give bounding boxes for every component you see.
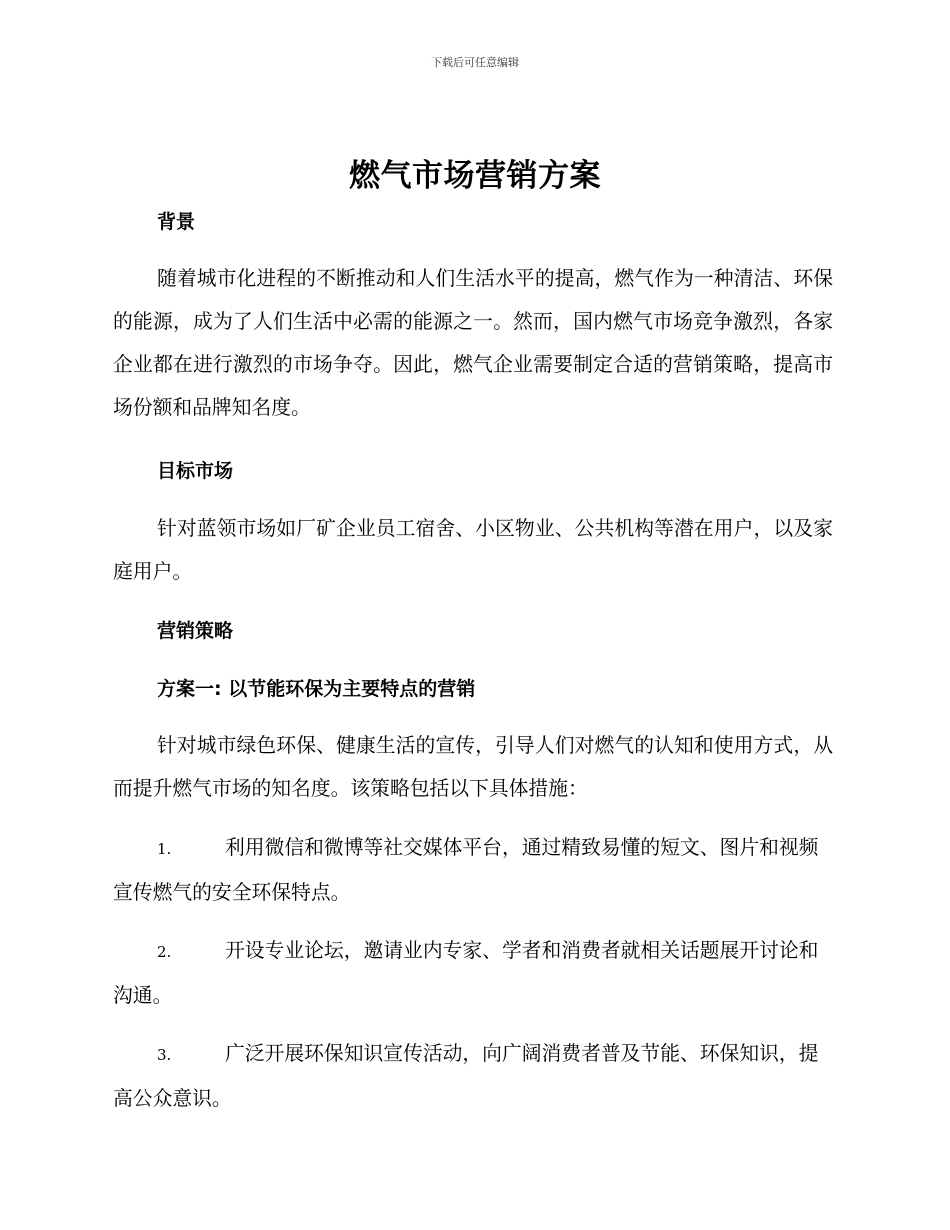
list-item-text: 开设专业论坛，邀请业内专家、学者和消费者就相关话题展开讨论和沟通。 [113, 939, 819, 1007]
document-title: 燃气市场营销方案 [349, 158, 601, 194]
paragraph-plan1: 针对城市绿色环保、健康生活的宣传，引导人们对燃气的认知和使用方式，从而提升燃气市场的知名度。该策略包括以下具体措施： [113, 734, 833, 800]
list-item [113, 929, 833, 1017]
header-note: 下载后可任意编辑 [431, 56, 519, 69]
list-item-text: 利用微信和微博等社交媒体平台，通过精致易懂的短文、图片和视频宣传燃气的安全环保特点。 [113, 836, 819, 904]
section-heading-strategy: 营销策略 [157, 620, 234, 642]
paragraph-target-market: 针对蓝领市场如厂矿企业员工宿舍、小区物业、公共机构等潜在用户，以及家庭用户。 [113, 517, 833, 583]
list-item-text: 广泛开展环保知识宣传活动，向广阔消费者普及节能、环保知识，提高公众意识。 [113, 1042, 819, 1110]
section-heading-background: 背景 [157, 211, 196, 233]
list-item-number: 1. [157, 840, 172, 858]
plan1-heading: 方案一: 以节能环保为主要特点的营销 [157, 678, 476, 700]
section-heading-target-market: 目标市场 [157, 460, 234, 482]
paragraph-background: 随着城市化进程的不断推动和人们生活水平的提高，燃气作为一种清洁、环保的能源，成为了人们生活中必需的能源之一。然而，国内燃气市场竞争激烈，各家企业都在进行激烈的市场争夺。因此，燃气企业需要制定合适的营销策略，提高市场份额和品牌知名度。 [113, 267, 833, 419]
list-item [113, 1032, 833, 1120]
list-item-number: 3. [157, 1046, 172, 1064]
list-item-number: 2. [157, 943, 172, 961]
list-item [113, 826, 833, 914]
